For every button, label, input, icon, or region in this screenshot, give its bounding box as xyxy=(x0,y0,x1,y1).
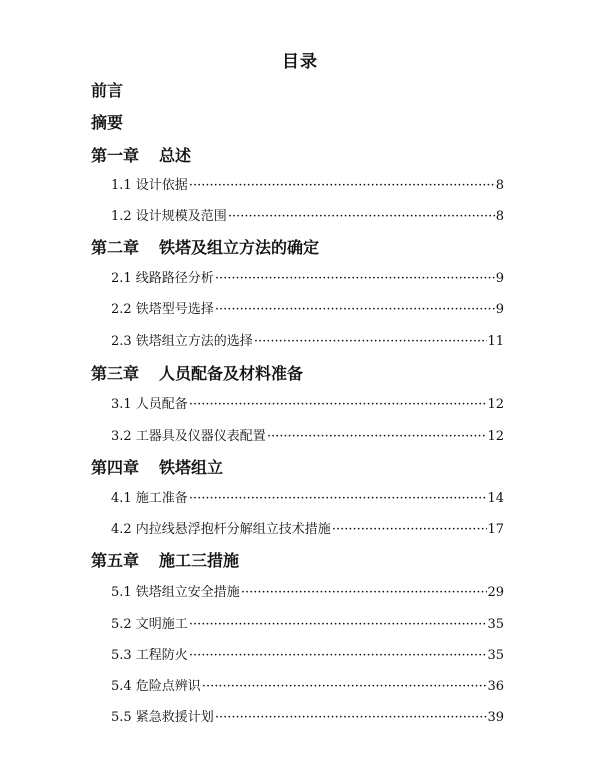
toc-item-label: 1.1 设计依据 xyxy=(111,178,188,193)
toc-dot-leader xyxy=(214,300,496,320)
toc-item-page: 29 xyxy=(487,585,504,600)
toc-item-label: 5.4 危险点辨识 xyxy=(111,679,201,694)
toc-item-label: 3.1 人员配备 xyxy=(111,397,188,412)
toc-heading-text: 总述 xyxy=(159,146,192,165)
toc-item-label: 2.3 铁塔组立方法的选择 xyxy=(111,334,253,349)
toc-item xyxy=(111,615,504,635)
toc-item-page: 8 xyxy=(495,178,504,193)
toc-heading xyxy=(91,113,600,133)
toc-item-page: 9 xyxy=(495,271,504,286)
toc-heading-number: 前言 xyxy=(91,81,124,100)
toc-dot-leader xyxy=(201,677,488,697)
toc-item xyxy=(111,489,504,509)
toc-item-label: 5.5 紧急救援计划 xyxy=(111,710,214,725)
toc-item-label: 2.1 线路路径分析 xyxy=(111,271,214,286)
toc-dot-leader xyxy=(227,207,496,227)
toc-heading-number: 第三章 xyxy=(91,364,140,383)
toc-dot-leader xyxy=(188,615,488,635)
toc-heading-number: 第二章 xyxy=(91,238,140,257)
toc-heading-number: 第四章 xyxy=(91,458,140,477)
toc-item-page: 8 xyxy=(495,209,504,224)
toc-item-page: 11 xyxy=(487,334,504,349)
toc-item xyxy=(111,176,504,196)
toc-heading-text: 人员配备及材料准备 xyxy=(159,364,304,383)
toc-item-label: 3.2 工器具及仪器仪表配置 xyxy=(111,429,266,444)
toc-item xyxy=(111,646,504,666)
toc-item xyxy=(111,395,504,415)
toc-item xyxy=(111,677,504,697)
toc-dot-leader xyxy=(188,395,488,415)
toc-dot-leader xyxy=(188,489,488,509)
toc-item xyxy=(111,300,504,320)
toc-heading xyxy=(91,238,600,258)
toc-item-label: 5.1 铁塔组立安全措施 xyxy=(111,585,240,600)
toc-item-page: 12 xyxy=(487,429,504,444)
toc-item xyxy=(111,583,504,603)
toc-dot-leader xyxy=(331,520,488,540)
toc-heading-text: 铁塔及组立方法的确定 xyxy=(159,238,320,257)
toc-heading-text: 铁塔组立 xyxy=(159,458,224,477)
toc-heading-text: 施工三措施 xyxy=(159,551,240,570)
toc-item-page: 39 xyxy=(487,710,504,725)
toc-item-label: 4.1 施工准备 xyxy=(111,491,188,506)
toc-item-page: 35 xyxy=(487,648,504,663)
toc-dot-leader xyxy=(214,269,496,289)
toc-item xyxy=(111,332,504,352)
toc-dot-leader xyxy=(266,427,488,447)
toc-item-page: 17 xyxy=(487,522,504,537)
toc-dot-leader xyxy=(253,332,488,352)
toc-dot-leader xyxy=(188,176,496,196)
toc-item xyxy=(111,708,504,728)
toc-item-label: 4.2 内拉线悬浮抱杆分解组立技术措施 xyxy=(111,522,331,537)
toc-item-label: 1.2 设计规模及范围 xyxy=(111,209,227,224)
toc-item-page: 9 xyxy=(495,302,504,317)
toc-item xyxy=(111,520,504,540)
page-title: 目录 xyxy=(282,52,318,72)
toc-item-page: 14 xyxy=(487,491,504,506)
toc-dot-leader xyxy=(188,646,488,666)
toc-dot-leader xyxy=(240,583,488,603)
toc-item-label: 5.3 工程防火 xyxy=(111,648,188,663)
toc-heading xyxy=(91,146,600,166)
toc-heading xyxy=(91,551,600,571)
toc-heading xyxy=(91,81,600,101)
toc-item-label: 5.2 文明施工 xyxy=(111,617,188,632)
toc-heading-number: 第五章 xyxy=(91,551,140,570)
toc-heading xyxy=(91,364,600,384)
toc-item-label: 2.2 铁塔型号选择 xyxy=(111,302,214,317)
toc-item-page: 35 xyxy=(487,617,504,632)
toc-item-page: 12 xyxy=(487,397,504,412)
toc-heading xyxy=(91,458,600,478)
toc-heading-number: 摘要 xyxy=(91,113,124,132)
toc-item-page: 36 xyxy=(487,679,504,694)
toc-item xyxy=(111,207,504,227)
toc-heading-number: 第一章 xyxy=(91,146,140,165)
toc-dot-leader xyxy=(214,708,488,728)
toc-item xyxy=(111,427,504,447)
toc-item xyxy=(111,269,504,289)
